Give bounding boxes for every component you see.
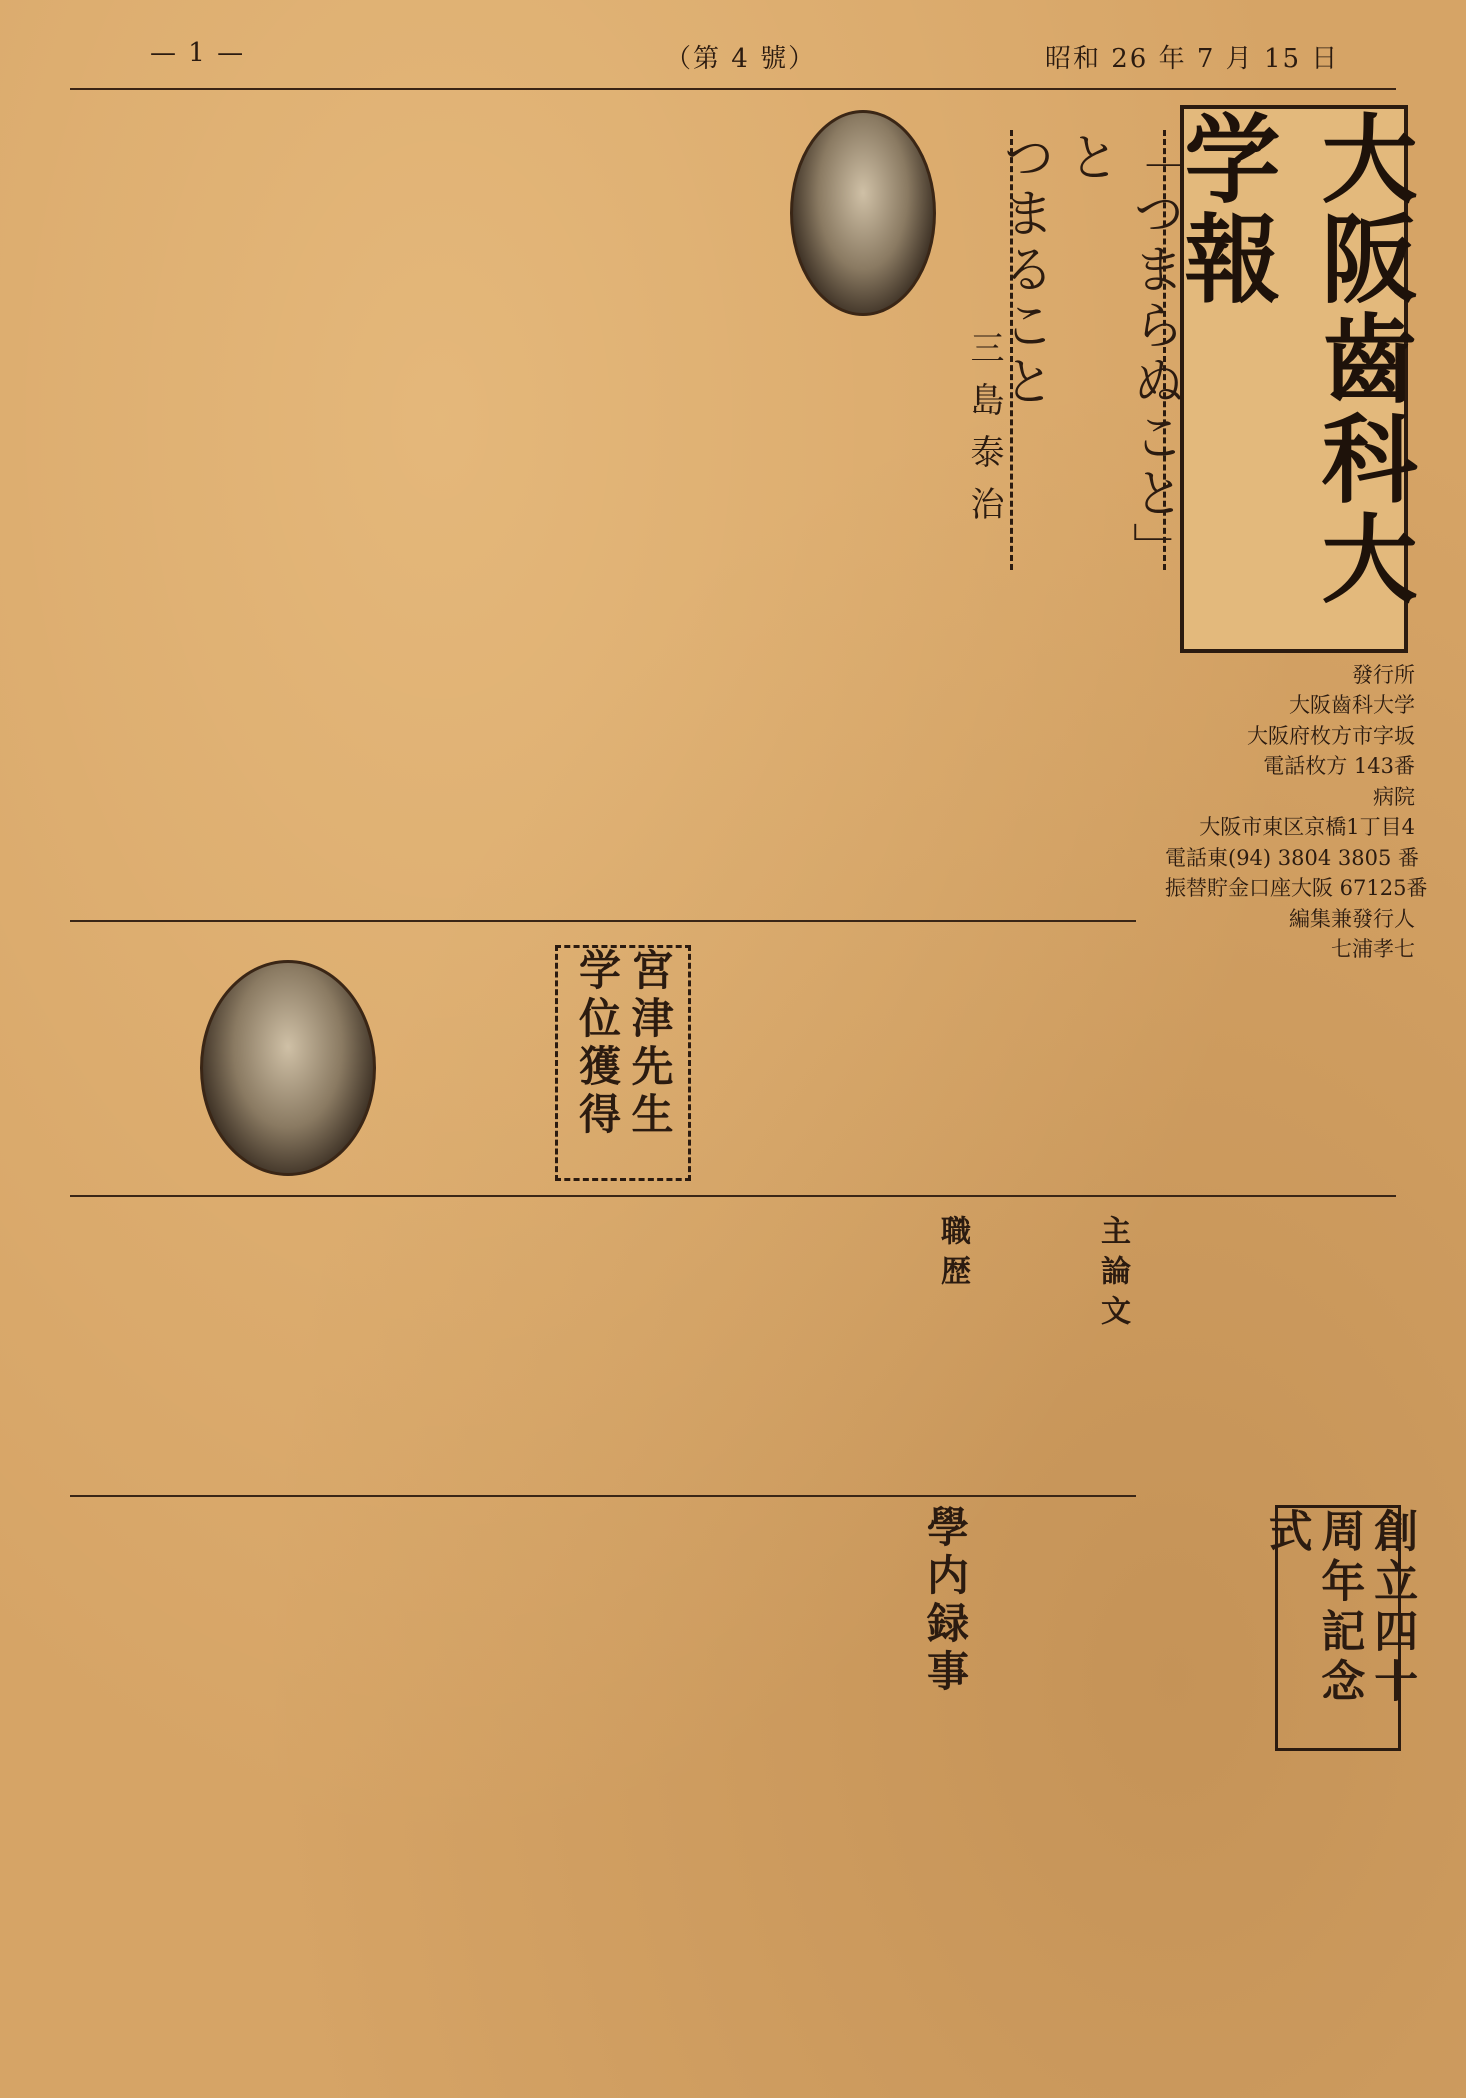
author-photo — [790, 110, 936, 316]
feature-title-box — [993, 130, 1184, 570]
section-divider — [70, 1195, 1396, 1197]
issue-date: 昭和 26 年 7 月 15 日 — [1045, 44, 1340, 74]
miyatsu-headline: 宮津先生学位獲得 — [573, 948, 675, 1140]
career-label: 職歴 — [935, 1215, 970, 1295]
feature-author: 三島泰治 — [964, 330, 1004, 538]
records-headline: 學内録事 — [921, 1505, 970, 1697]
miyatsu-photo — [200, 960, 376, 1176]
header-rule — [70, 88, 1396, 90]
page-number: — 1 — — [150, 38, 246, 68]
anniversary-box — [1260, 1505, 1418, 1751]
feature-title: 「つまらぬこと」と つまること — [993, 130, 1184, 552]
anniversary-headline: 創立四十周年記念式 — [1260, 1508, 1418, 1708]
section-divider — [70, 920, 1136, 922]
issue-number: （第 4 號） — [665, 44, 817, 74]
miyatsu-headline-box — [555, 945, 691, 1181]
section-divider — [70, 1495, 1136, 1497]
nameplate-title: 大阪齒科大学報 — [1169, 109, 1419, 609]
thesis-label: 主論文 — [1095, 1215, 1130, 1335]
publisher-info: 發行所 大阪齒科大学 大阪府枚方市字坂 電話枚方 143番 病院 大阪市東区京橋1丁目4 電話東(94) 3804 3805 番 振替貯金口座大阪 67125番 編集兼發行人 七浦孝七 — [1165, 663, 1428, 961]
nameplate — [1169, 105, 1419, 653]
